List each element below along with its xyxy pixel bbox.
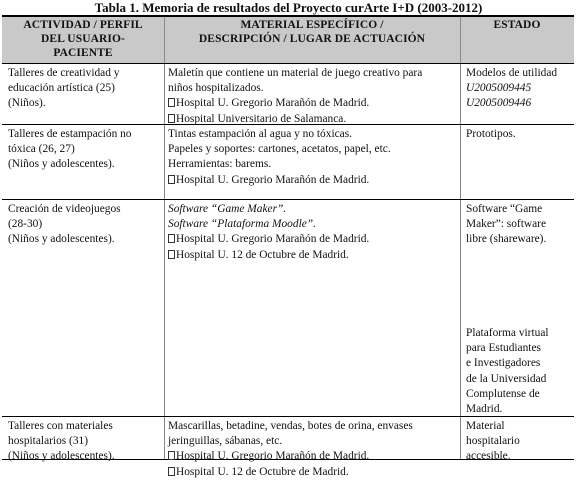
activity-line: tóxica (26, 27) [8,143,75,156]
table-header [2,17,574,64]
activity-cell [8,419,158,465]
checkbox-icon [168,250,175,259]
place-line [168,96,458,111]
status-cell-secondary [466,326,572,417]
checkbox-icon [168,175,175,184]
place-text: Hospital U. 12 de Octubre de Madrid. [176,248,349,261]
status-line: Plataforma virtual [466,327,549,339]
place-text: Hospital U. Gregorio Marañón de Madrid. [176,233,370,246]
status-line: hospitalario [466,435,520,448]
place-line [168,449,458,464]
software-line: Software “Game Maker”. [168,203,287,215]
table-row [2,416,574,478]
activity-line: (Niños y adolescentes). [8,233,115,246]
place-text: Hospital U. Gregorio Marañón de Madrid. [176,97,370,110]
status-line: Software “Game [466,203,543,215]
checkbox-icon [168,451,175,460]
activity-line: Talleres de estampación no [8,128,132,140]
place-line [168,465,458,480]
status-line: Material [466,420,505,432]
header-status-line: ESTADO [493,19,541,31]
status-cell [466,202,572,248]
status-line: Complutense de [466,387,540,400]
header-activity-line: PACIENTE [53,47,113,59]
material-line: Maletín que contiene un material de juego creativo para [168,67,423,79]
activity-cell [8,66,158,112]
place-line [168,248,458,263]
status-line: Madrid. [466,403,503,416]
status-code: U2005009445 [466,82,532,95]
activity-line: Talleres con materiales [8,420,113,432]
place-line [168,173,458,188]
status-line: para Estudiantes [466,342,541,355]
header-activity-line: DEL USUARIO- [41,33,125,45]
place-text: Hospital U. 12 de Octubre de Madrid. [176,465,349,478]
status-line: Prototipos. [466,128,516,140]
activity-cell [8,127,158,173]
status-line: accesible. [466,450,511,463]
material-line: Tintas estampación al agua y no tóxicas. [168,128,353,140]
header-status [460,18,574,32]
material-cell [168,66,458,127]
activity-line: Creación de videojuegos [8,203,121,215]
status-cell [466,66,572,112]
results-table [2,15,574,478]
header-activity-line: ACTIVIDAD / PERFIL [23,19,143,31]
checkbox-icon [168,467,175,476]
activity-cell [8,202,158,248]
status-line: de la Universidad [466,372,547,385]
activity-line: Talleres de creatividad y [8,67,120,79]
table-row [2,124,574,199]
header-activity [2,18,164,60]
activity-line: (28-30) [8,218,43,231]
material-line: jeringuillas, sábanas, etc. [168,435,283,448]
table-caption: Tabla 1. Memoria de resultados del Proyecto curArte I+D (2003-2012) [94,0,483,15]
status-line: Maker”: software [466,218,547,231]
status-cell [466,419,572,465]
status-line: e Investigadores [466,357,541,370]
table-row [2,199,574,416]
material-cell [168,419,458,480]
place-text: Hospital U. Gregorio Marañón de Madrid. [176,450,370,463]
activity-line: (Niños y adolescentes). [8,158,115,171]
checkbox-icon [168,114,175,123]
checkbox-icon [168,234,175,243]
header-material [164,18,460,46]
activity-line: hospitalarios (31) [8,435,89,448]
status-cell [466,127,572,142]
table-row [2,63,574,124]
place-text: Hospital Universitario de Salamanca. [176,112,347,125]
status-line: libre (shareware). [466,233,547,246]
material-line: Herramientas: barems. [168,158,272,171]
header-material-line: MATERIAL ESPECÍFICO / [240,19,384,31]
software-line: Software “Plataforma Moodle”. [168,218,316,231]
status-code: U2005009446 [466,97,532,110]
material-line: Mascarillas, betadine, vendas, botes de orina, envases [168,420,413,432]
material-line: niños hospitalizados. [168,82,264,95]
material-line: Papeles y soportes: cartones, acetatos, papel, etc. [168,143,391,156]
activity-line: (Niños y adolescentes). [8,450,115,463]
place-text: Hospital U. Gregorio Marañón de Madrid. [176,173,370,186]
activity-line: (Niños). [8,97,46,110]
place-line [168,232,458,247]
status-line: Modelos de utilidad [466,67,558,79]
header-material-line: DESCRIPCIÓN / LUGAR DE ACTUACIÓN [198,33,426,45]
checkbox-icon [168,98,175,107]
material-cell [168,202,458,263]
activity-line: educación artística (25) [8,82,115,95]
material-cell [168,127,458,188]
